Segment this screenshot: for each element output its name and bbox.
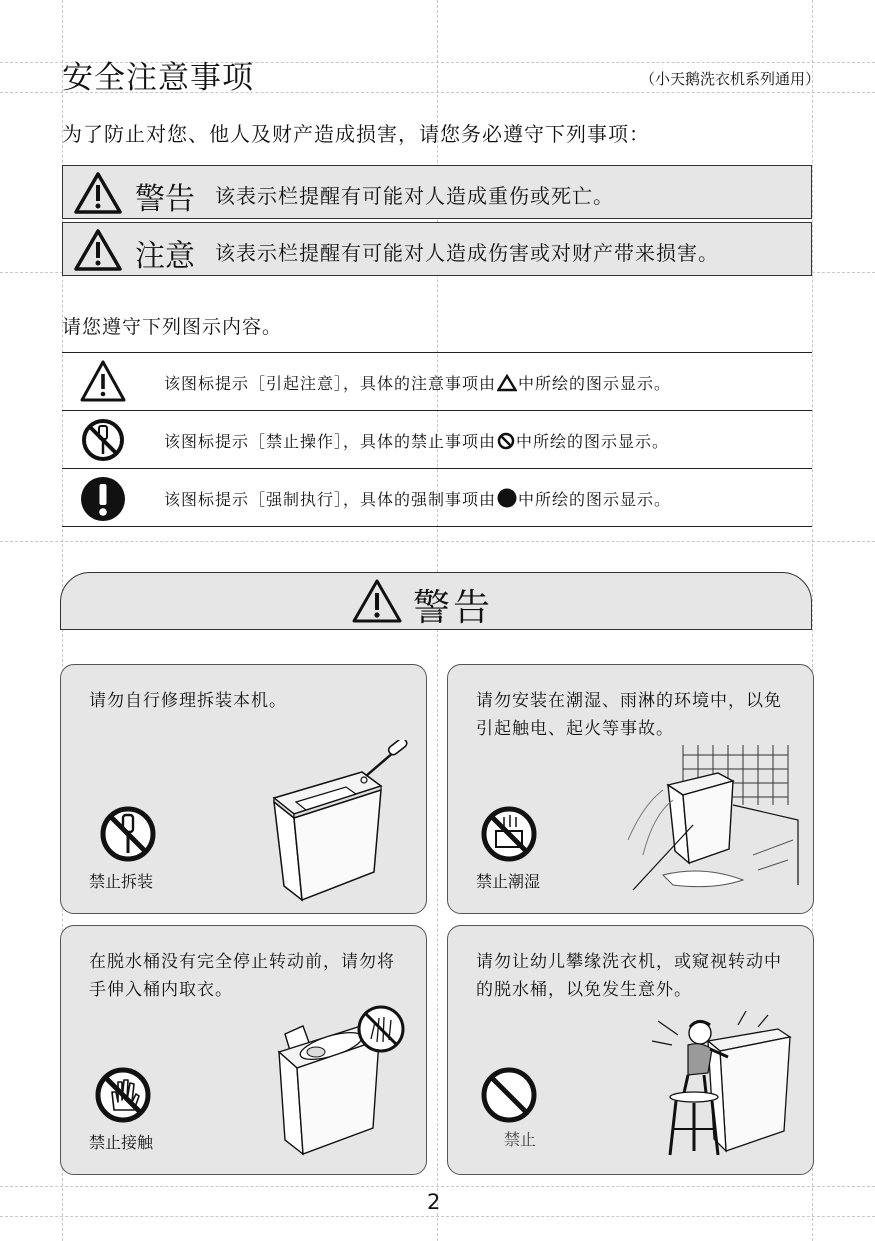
symbol-description: 该图标提示［引起注意］，具体的注意事项由 中所绘的图示显示。: [164, 374, 672, 393]
warning-triangle-icon: [73, 171, 123, 215]
symbol-description: 该图标提示［强制执行］，具体的强制事项由 中所绘的图示显示。: [164, 490, 672, 509]
card-label: 禁止潮湿: [476, 872, 541, 891]
warning-card-child: [447, 925, 814, 1175]
symbol-row: [62, 353, 812, 411]
symbols-heading: 请您遵守下列图示内容。: [62, 316, 283, 338]
card-label: 禁止接触: [89, 1133, 154, 1152]
no-touch-icon: [94, 1066, 152, 1124]
washing-machine-illustration: [266, 740, 416, 910]
caution-triangle-icon: [79, 359, 127, 403]
card-text: 请勿安装在潮湿、雨淋的环境中，以免引起触电、起火等事故。: [476, 691, 782, 739]
legend-warning: [62, 165, 812, 219]
warning-card-moisture: [447, 664, 814, 914]
legend-word: 注意: [135, 239, 195, 274]
legend-word: 警告: [135, 182, 195, 217]
symbol-row: [62, 411, 812, 469]
washing-machine-open-illustration: [271, 1004, 406, 1169]
warning-section-header: [60, 572, 812, 630]
page-number: 2: [427, 1190, 441, 1214]
prohibition-icon: [497, 432, 515, 450]
page-subtitle: （小天鹅洗衣机系列通用）: [639, 70, 820, 88]
wet-environment-illustration: [623, 745, 808, 895]
prohibition-icon: [480, 1066, 538, 1124]
symbol-row: [62, 469, 812, 526]
warning-card-no-touch: [60, 925, 427, 1175]
no-disassembly-icon: [79, 417, 127, 463]
legend-description: 该表示栏提醒有可能对人造成伤害或对财产带来损害。: [215, 241, 719, 265]
warning-triangle-icon: [351, 578, 403, 624]
mandatory-action-icon: [79, 475, 127, 523]
legend-description: 该表示栏提醒有可能对人造成重伤或死亡。: [215, 184, 614, 208]
card-text: 请勿让幼儿攀缘洗衣机，或窥视转动中的脱水桶，以免发生意外。: [476, 952, 782, 1000]
symbols-table: [62, 352, 812, 527]
filled-circle-icon: [497, 488, 517, 508]
card-text: 请勿自行修理拆装本机。: [89, 691, 287, 711]
intro-text: 为了防止对您、他人及财产造成损害，请您务必遵守下列事项：: [62, 122, 650, 146]
card-label: 禁止: [504, 1130, 537, 1149]
card-text: 在脱水桶没有完全停止转动前，请勿将手伸入桶内取衣。: [89, 952, 395, 1000]
caution-triangle-icon: [73, 228, 123, 272]
child-climbing-illustration: [638, 1011, 798, 1161]
card-label: 禁止拆装: [89, 872, 154, 891]
no-disassembly-icon: [99, 805, 157, 863]
warning-card-disassembly: [60, 664, 427, 914]
page-title: 安全注意事项: [62, 60, 254, 96]
warning-section-title: 警告: [413, 586, 493, 629]
symbol-description: 该图标提示［禁止操作］，具体的禁止事项由 中所绘的图示显示。: [164, 432, 670, 451]
no-moisture-icon: [480, 805, 538, 863]
triangle-icon: [497, 374, 517, 392]
legend-caution: [62, 222, 812, 276]
